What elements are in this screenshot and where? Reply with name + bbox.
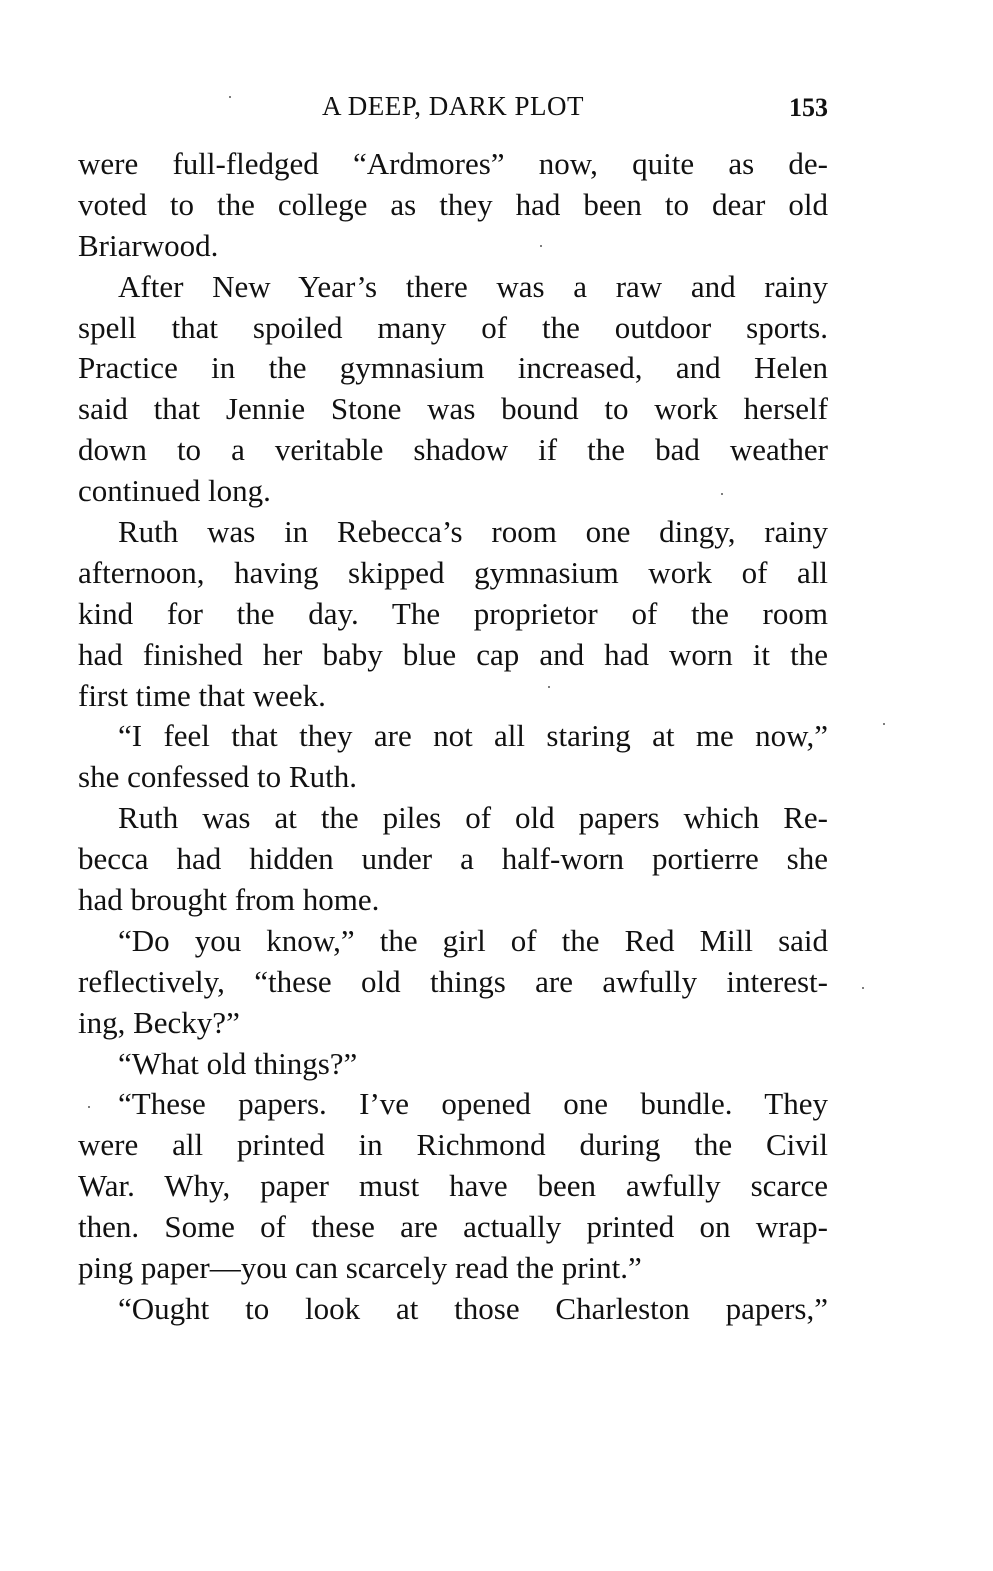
text-line: then. Some of these are actually printed on wrap- <box>78 1209 828 1245</box>
text-line: ing, Becky?” <box>78 1004 240 1040</box>
print-speck <box>540 245 542 247</box>
print-speck <box>548 686 550 688</box>
print-speck <box>883 723 885 725</box>
page-number: 153 <box>789 93 828 122</box>
text-line: spell that spoiled many of the outdoor sports. <box>78 309 828 345</box>
text-line: afternoon, having skipped gymnasium work of all <box>78 554 828 590</box>
text-line: had brought from home. <box>78 882 380 918</box>
text-line: continued long. <box>78 473 271 509</box>
text-line: reflectively, “these old things are awfully interest- <box>78 963 828 999</box>
text-line: War. Why, paper must have been awfully scarce <box>78 1168 828 1204</box>
text-line: “These papers. I’ve opened one bundle. They <box>118 1086 828 1122</box>
body-text <box>78 144 828 1330</box>
text-line: “Ought to look at those Charleston papers,” <box>118 1290 828 1326</box>
text-line: “Do you know,” the girl of the Red Mill said <box>118 922 828 958</box>
text-line: were full-fledged “Ardmores” now, quite as de- <box>78 146 828 181</box>
text-line: becca had hidden under a half-worn portierre she <box>78 841 828 877</box>
print-speck <box>229 96 231 98</box>
text-line: kind for the day. The proprietor of the room <box>78 595 828 631</box>
text-line: first time that week. <box>78 677 326 713</box>
text-line: Ruth was at the piles of old papers which Re- <box>118 800 828 836</box>
text-line: voted to the college as they had been to dear old <box>78 186 828 222</box>
text-line: “I feel that they are not all staring at me now,” <box>118 718 828 754</box>
chapter-title: A DEEP, DARK PLOT <box>321 91 585 121</box>
text-line: had finished her baby blue cap and had worn it the <box>78 636 828 672</box>
text-line: down to a veritable shadow if the bad weather <box>78 432 828 468</box>
print-speck <box>88 1106 90 1108</box>
text-line: “What old things?” <box>118 1045 358 1081</box>
text-line: Briarwood. <box>78 227 219 263</box>
text-line: said that Jennie Stone was bound to work herself <box>78 391 828 427</box>
running-head <box>78 84 828 128</box>
text-line: Ruth was in Rebecca’s room one dingy, rainy <box>118 514 828 550</box>
text-line: she confessed to Ruth. <box>78 759 357 795</box>
print-speck <box>721 493 723 495</box>
text-line: ping paper—you can scarcely read the print.” <box>78 1250 642 1286</box>
text-line: Practice in the gymnasium increased, and Helen <box>78 350 828 386</box>
print-speck <box>862 987 864 989</box>
text-line: After New Year’s there was a raw and rainy <box>118 268 828 304</box>
text-line: were all printed in Richmond during the Civil <box>78 1127 828 1163</box>
